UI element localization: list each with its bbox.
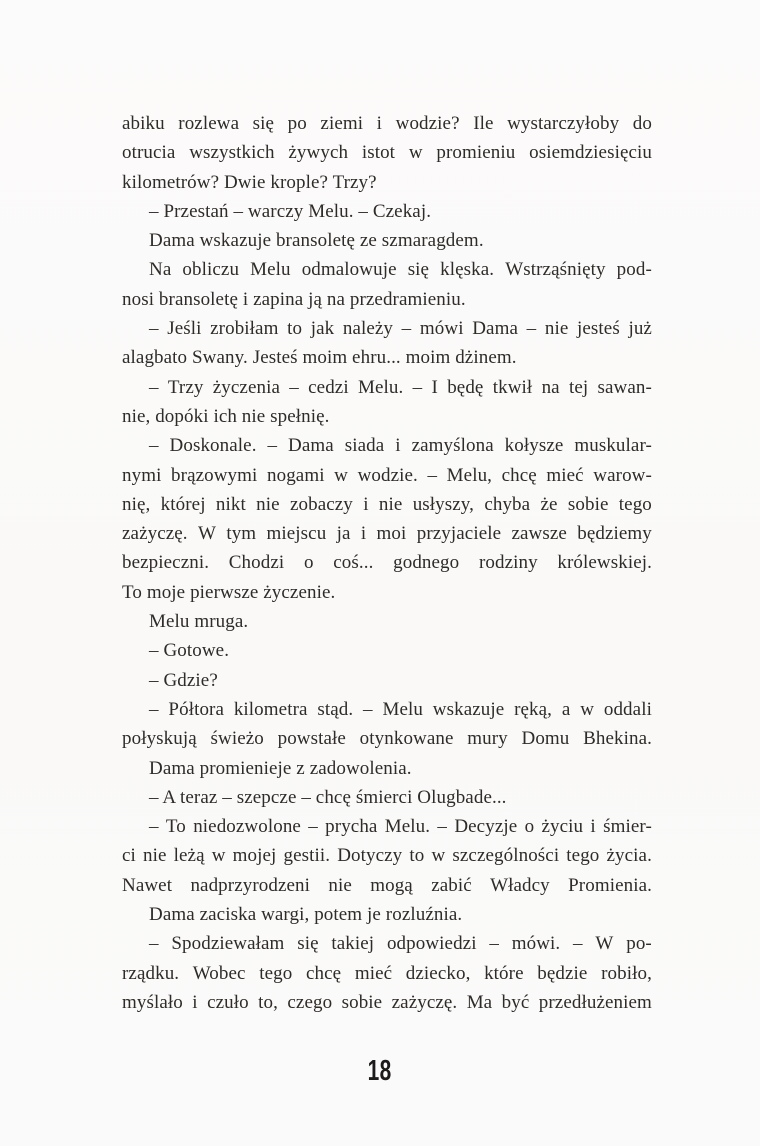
text-block xyxy=(122,109,652,1017)
text-line: zażyczę. W tym miejscu ja i moi przyjaciele zawsze będziemy xyxy=(122,523,652,545)
text-line: Na obliczu Melu odmalowuje się klęska. Wstrząśnięty pod- xyxy=(149,259,652,281)
page-number xyxy=(0,1056,760,1086)
text-line: połyskują świeżo powstałe otynkowane mury Domu Bhekina. xyxy=(122,728,652,750)
page-number-value: 18 xyxy=(368,1055,392,1087)
text-line: Dama zaciska wargi, potem je rozluźnia. xyxy=(149,904,463,926)
text-line: ci nie leżą w mojej gestii. Dotyczy to w szczególności tego życia. xyxy=(122,845,652,867)
text-line: nymi brązowymi nogami w wodzie. – Melu, chcę mieć warow- xyxy=(122,464,652,486)
text-line: nie, dopóki ich nie spełnię. xyxy=(122,405,330,427)
text-line: kilometrów? Dwie krople? Trzy? xyxy=(122,171,377,193)
text-line: rządku. Wobec tego chcę mieć dziecko, które będzie robiło, xyxy=(122,962,652,984)
text-line: abiku rozlewa się po ziemi i wodzie? Ile wystarczyłoby do xyxy=(122,113,652,134)
text-line: – Półtora kilometra stąd. – Melu wskazuje ręką, a w oddali xyxy=(149,698,652,720)
text-line: – A teraz – szepcze – chcę śmierci Olugbade... xyxy=(149,786,507,808)
text-line: Dama wskazuje bransoletę ze szmaragdem. xyxy=(149,230,484,252)
text-line: alagbato Swany. Jesteś moim ehru... moim dżinem. xyxy=(122,347,517,369)
text-line: – Przestań – warczy Melu. – Czekaj. xyxy=(149,200,432,222)
text-line: Dama promienieje z zadowolenia. xyxy=(149,757,412,779)
text-line: – To niedozwolone – prycha Melu. – Decyzje o życiu i śmier- xyxy=(149,816,652,838)
text-line: To moje pierwsze życzenie. xyxy=(122,581,336,603)
text-line: Melu mruga. xyxy=(149,611,249,633)
text-line: nię, której nikt nie zobaczy i nie usłyszy, chyba że sobie tego xyxy=(122,493,652,515)
text-line: myślało i czuło to, czego sobie zażyczę. Ma być przedłużeniem xyxy=(122,991,652,1013)
text-line: – Jeśli zrobiłam to jak należy – mówi Dama – nie jesteś już xyxy=(149,318,652,340)
text-line: – Doskonale. – Dama siada i zamyślona kołysze muskular- xyxy=(149,435,652,457)
text-line: – Gdzie? xyxy=(149,669,218,691)
text-line: bezpieczni. Chodzi o coś... godnego rodziny królewskiej. xyxy=(122,552,652,574)
text-line: – Spodziewałam się takiej odpowiedzi – mówi. – W po- xyxy=(149,933,652,955)
text-line: – Gotowe. xyxy=(149,640,230,662)
text-line: – Trzy życzenia – cedzi Melu. – I będę tkwił na tej sawan- xyxy=(149,376,652,398)
text-line: otrucia wszystkich żywych istot w promieniu osiemdziesięciu xyxy=(122,142,652,164)
text-line: nosi bransoletę i zapina ją na przedramieniu. xyxy=(122,288,466,310)
text-line: Nawet nadprzyrodzeni nie mogą zabić Władcy Promienia. xyxy=(122,874,652,896)
